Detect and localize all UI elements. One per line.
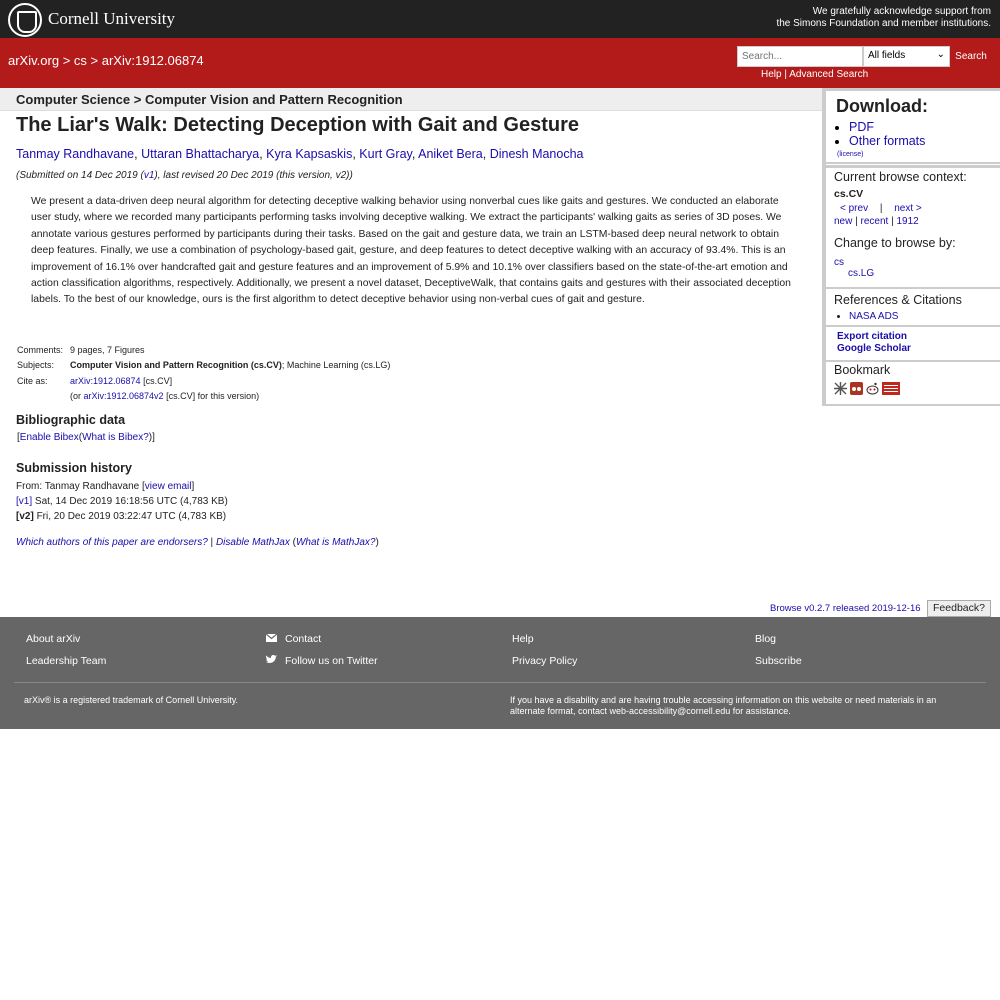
feedback-button[interactable]: Feedback? (927, 600, 991, 617)
cornell-seal-icon[interactable] (8, 3, 42, 37)
link-sep: | (855, 216, 858, 227)
cite-v2-suffix: [cs.CV] for this version) (163, 391, 260, 402)
bibsonomy-icon[interactable] (834, 382, 847, 395)
change-browse-heading: Change to browse by: (834, 236, 956, 250)
subjects-label: Subjects: (17, 360, 55, 371)
breadcrumb-arxiv[interactable]: arXiv.org (8, 53, 60, 68)
prev-link[interactable]: < prev (840, 203, 869, 214)
support-line-2: the Simons Foundation and member institutions. (776, 18, 991, 29)
help-separator: | (784, 69, 787, 80)
search-button[interactable]: Search (951, 46, 991, 67)
browse-version-link[interactable]: Browse v0.2.7 released 2019-12-16 (770, 603, 921, 614)
prev-next-sep: | (879, 203, 883, 214)
history-v1 (16, 494, 228, 509)
history-from-text: From: Tanmay Randhavane [ (16, 481, 145, 492)
secondary-subject: ; Machine Learning (cs.LG) (281, 360, 391, 371)
chevron-down-icon: ⌄ (936, 49, 945, 60)
twitter-label: Follow us on Twitter (285, 655, 378, 667)
cite-label: Cite as: (17, 375, 48, 386)
breadcrumb-separator: > (90, 53, 102, 68)
primary-subject: Computer Vision and Pattern Recognition (cs.CV) (70, 360, 282, 371)
browse-context-value: cs.CV (834, 188, 864, 200)
other-formats-link[interactable]: Other formats (849, 134, 926, 148)
author-link[interactable]: Kurt Gray (359, 147, 412, 161)
contact-label: Contact (285, 633, 322, 645)
advanced-search-link[interactable]: Advanced Search (789, 69, 869, 80)
twitter-icon (266, 655, 277, 667)
download-heading: Download: (836, 96, 928, 116)
history-v2-text: Fri, 20 Dec 2019 03:22:47 UTC (4,783 KB) (33, 511, 227, 522)
cite-or-text: (or (70, 391, 84, 402)
subjects-row (17, 358, 390, 374)
author-link[interactable]: Dinesh Manocha (489, 147, 584, 161)
help-link[interactable]: Help (761, 69, 782, 80)
references-heading: References & Citations (834, 293, 962, 307)
mathjax-paren-close: ) (375, 537, 379, 548)
recent-link[interactable]: recent (860, 216, 889, 227)
trademark-notice: arXiv® is a registered trademark of Cornell University. (24, 695, 239, 705)
bookmark-heading: Bookmark (834, 363, 891, 377)
breadcrumb (8, 53, 204, 68)
cite-v2-link[interactable]: arXiv:1912.06874v2 (83, 391, 164, 402)
download-list (849, 120, 925, 148)
bibex-links: [Enable Bibex(What is Bibex?)] (17, 432, 155, 443)
cite-category: [cs.CV] (140, 375, 173, 386)
envelope-icon (266, 634, 277, 642)
submission-dateline (16, 170, 353, 181)
what-is-mathjax-link[interactable]: What is MathJax? (295, 537, 376, 548)
comments-row (17, 342, 390, 358)
history-from-end: ] (191, 481, 195, 492)
dateline-text: ), last revised 20 Dec 2019 (this version, v2)) (154, 170, 353, 181)
new-link[interactable]: new (834, 216, 853, 227)
support-acknowledgement (776, 6, 991, 30)
disable-mathjax-link[interactable]: Disable MathJax (215, 537, 290, 548)
history-v1-link[interactable]: [v1] (16, 496, 33, 507)
breadcrumb-paper: arXiv:1912.06874 (101, 53, 204, 68)
search-form (737, 46, 991, 67)
author-list: Tanmay Randhavane, Uttaran Bhattacharya, Kyra Kapsaskis, Kurt Gray, Aniket Bera, Dinesh Manocha (16, 147, 584, 161)
footer-divider (14, 682, 986, 683)
twitter-link[interactable] (266, 655, 378, 667)
endorsers-line (16, 537, 379, 548)
breadcrumb-separator: > (62, 53, 74, 68)
references-item (849, 311, 898, 322)
references-list (849, 311, 898, 322)
reddit-icon[interactable] (866, 382, 879, 395)
mendeley-icon[interactable] (850, 382, 863, 395)
browse-cs-link[interactable]: cs (834, 257, 844, 268)
history-v2 (16, 509, 228, 524)
search-field-select[interactable] (863, 46, 950, 67)
author-link[interactable]: Aniket Bera (418, 147, 483, 161)
leadership-link[interactable]: Leadership Team (26, 655, 107, 667)
what-is-bibex-link[interactable]: What is Bibex? (82, 432, 149, 443)
v1-link[interactable]: v1 (143, 170, 155, 181)
subscribe-link[interactable]: Subscribe (755, 655, 802, 667)
enable-bibex-link[interactable]: Enable Bibex (19, 432, 79, 443)
search-input[interactable] (737, 46, 863, 67)
google-scholar-link[interactable]: Google Scholar (837, 343, 911, 354)
metadata-table (17, 342, 390, 404)
comments-value: 9 pages, 7 Figures (70, 344, 145, 355)
search-field-value: All fields (868, 50, 906, 61)
endorse-separator: | (207, 537, 216, 548)
author-link[interactable]: Kyra Kapsaskis (266, 147, 353, 161)
header-help-links (761, 69, 868, 80)
submission-history-heading: Submission history (16, 461, 132, 475)
sciencewise-icon[interactable] (882, 382, 900, 395)
divider (826, 287, 1000, 289)
abstract: We present a data-driven deep neural algorithm for detecting deceptive walking behavior using nonverbal cues like gaits and gestures. We conducted an elaborate user study, where we recorded many participants performing tasks involving deceptive walking. We extract the participants' walking gaits as series of 3D poses. We annotate various gestures performed by participants during their tasks. Based on the gait and gesture data, we train an LSTM-based deep neural network to obtain deep features. Finally, we use a combination of psychology-based gait, gesture, and deep features to detect deceptive walking with an accuracy of 93.4%. This is an improvement of 16.1% over handcrafted gait and gesture features and an improvement of 5.9% and 10.1% over classifiers based on the state-of-the-art emotion and action classification algorithms, respectively. Additionally, we present a novel dataset, DeceptiveWalk, that contains gaits and gestures with their associated deception labels. To the best of our knowledge, ours is the first algorithm to detect deceptive behavior using non-verbal cues of gait and gesture. (31, 196, 791, 306)
prev-next-links (840, 203, 922, 214)
subject-header: Computer Science > Computer Vision and Pattern Recognition (0, 88, 822, 111)
history-from (16, 479, 228, 494)
history-v2-label: [v2] (16, 511, 34, 522)
browse-context-heading: Current browse context: (834, 170, 967, 184)
blog-link[interactable]: Blog (755, 633, 777, 645)
download-item (849, 134, 925, 148)
submission-history (16, 479, 228, 524)
support-line-1: We gratefully acknowledge support from (812, 6, 991, 17)
site-footer (0, 617, 1000, 729)
new-recent-links (834, 216, 919, 227)
link-sep: | (891, 216, 894, 227)
divider (826, 325, 1000, 327)
cite-row (17, 373, 390, 389)
accessibility-notice: If you have a disability and are having trouble accessing information on this website or need materials in an alternate format, contact web-accessibility@cornell.edu for assistance. (510, 695, 937, 716)
privacy-link[interactable]: Privacy Policy (512, 655, 578, 667)
bibliographic-heading: Bibliographic data (16, 413, 126, 427)
view-email-link[interactable]: view email (144, 481, 192, 492)
export-citation-link[interactable]: Export citation (837, 331, 908, 342)
footer-help-link[interactable]: Help (512, 633, 534, 645)
contact-link[interactable] (266, 633, 321, 645)
dateline-text: (Submitted on 14 Dec 2019 ( (16, 170, 144, 181)
breadcrumb-cs[interactable]: cs (73, 53, 87, 68)
arxiv-header (0, 38, 1000, 88)
month-link[interactable]: 1912 (896, 216, 919, 227)
pdf-link[interactable]: PDF (849, 120, 874, 134)
paper-title: The Liar's Walk: Detecting Deception with Gait and Gesture (16, 114, 579, 136)
bookmark-icons (834, 382, 900, 395)
license-link[interactable]: (license) (837, 151, 864, 158)
nasa-ads-link[interactable]: NASA ADS (849, 311, 899, 322)
next-link[interactable]: next > (894, 203, 922, 214)
comments-label: Comments: (17, 344, 64, 355)
download-item (849, 120, 925, 134)
divider (826, 162, 1000, 164)
cite-version-row (17, 389, 390, 405)
endorsers-link[interactable]: Which authors of this paper are endorsers? (16, 537, 208, 548)
history-v1-text: Sat, 14 Dec 2019 16:18:56 UTC (4,783 KB) (32, 496, 228, 507)
author-link[interactable]: Uttaran Bhattacharya (141, 147, 260, 161)
cornell-name[interactable]: Cornell University (48, 9, 176, 28)
author-link[interactable]: Tanmay Randhavane (16, 147, 135, 161)
mathjax-paren-open: ( (289, 537, 296, 548)
about-arxiv-link[interactable]: About arXiv (26, 633, 81, 645)
cite-id-link[interactable]: arXiv:1912.06874 (70, 375, 141, 386)
cornell-banner (0, 0, 1000, 38)
browse-lg-link[interactable]: cs.LG (848, 268, 875, 279)
